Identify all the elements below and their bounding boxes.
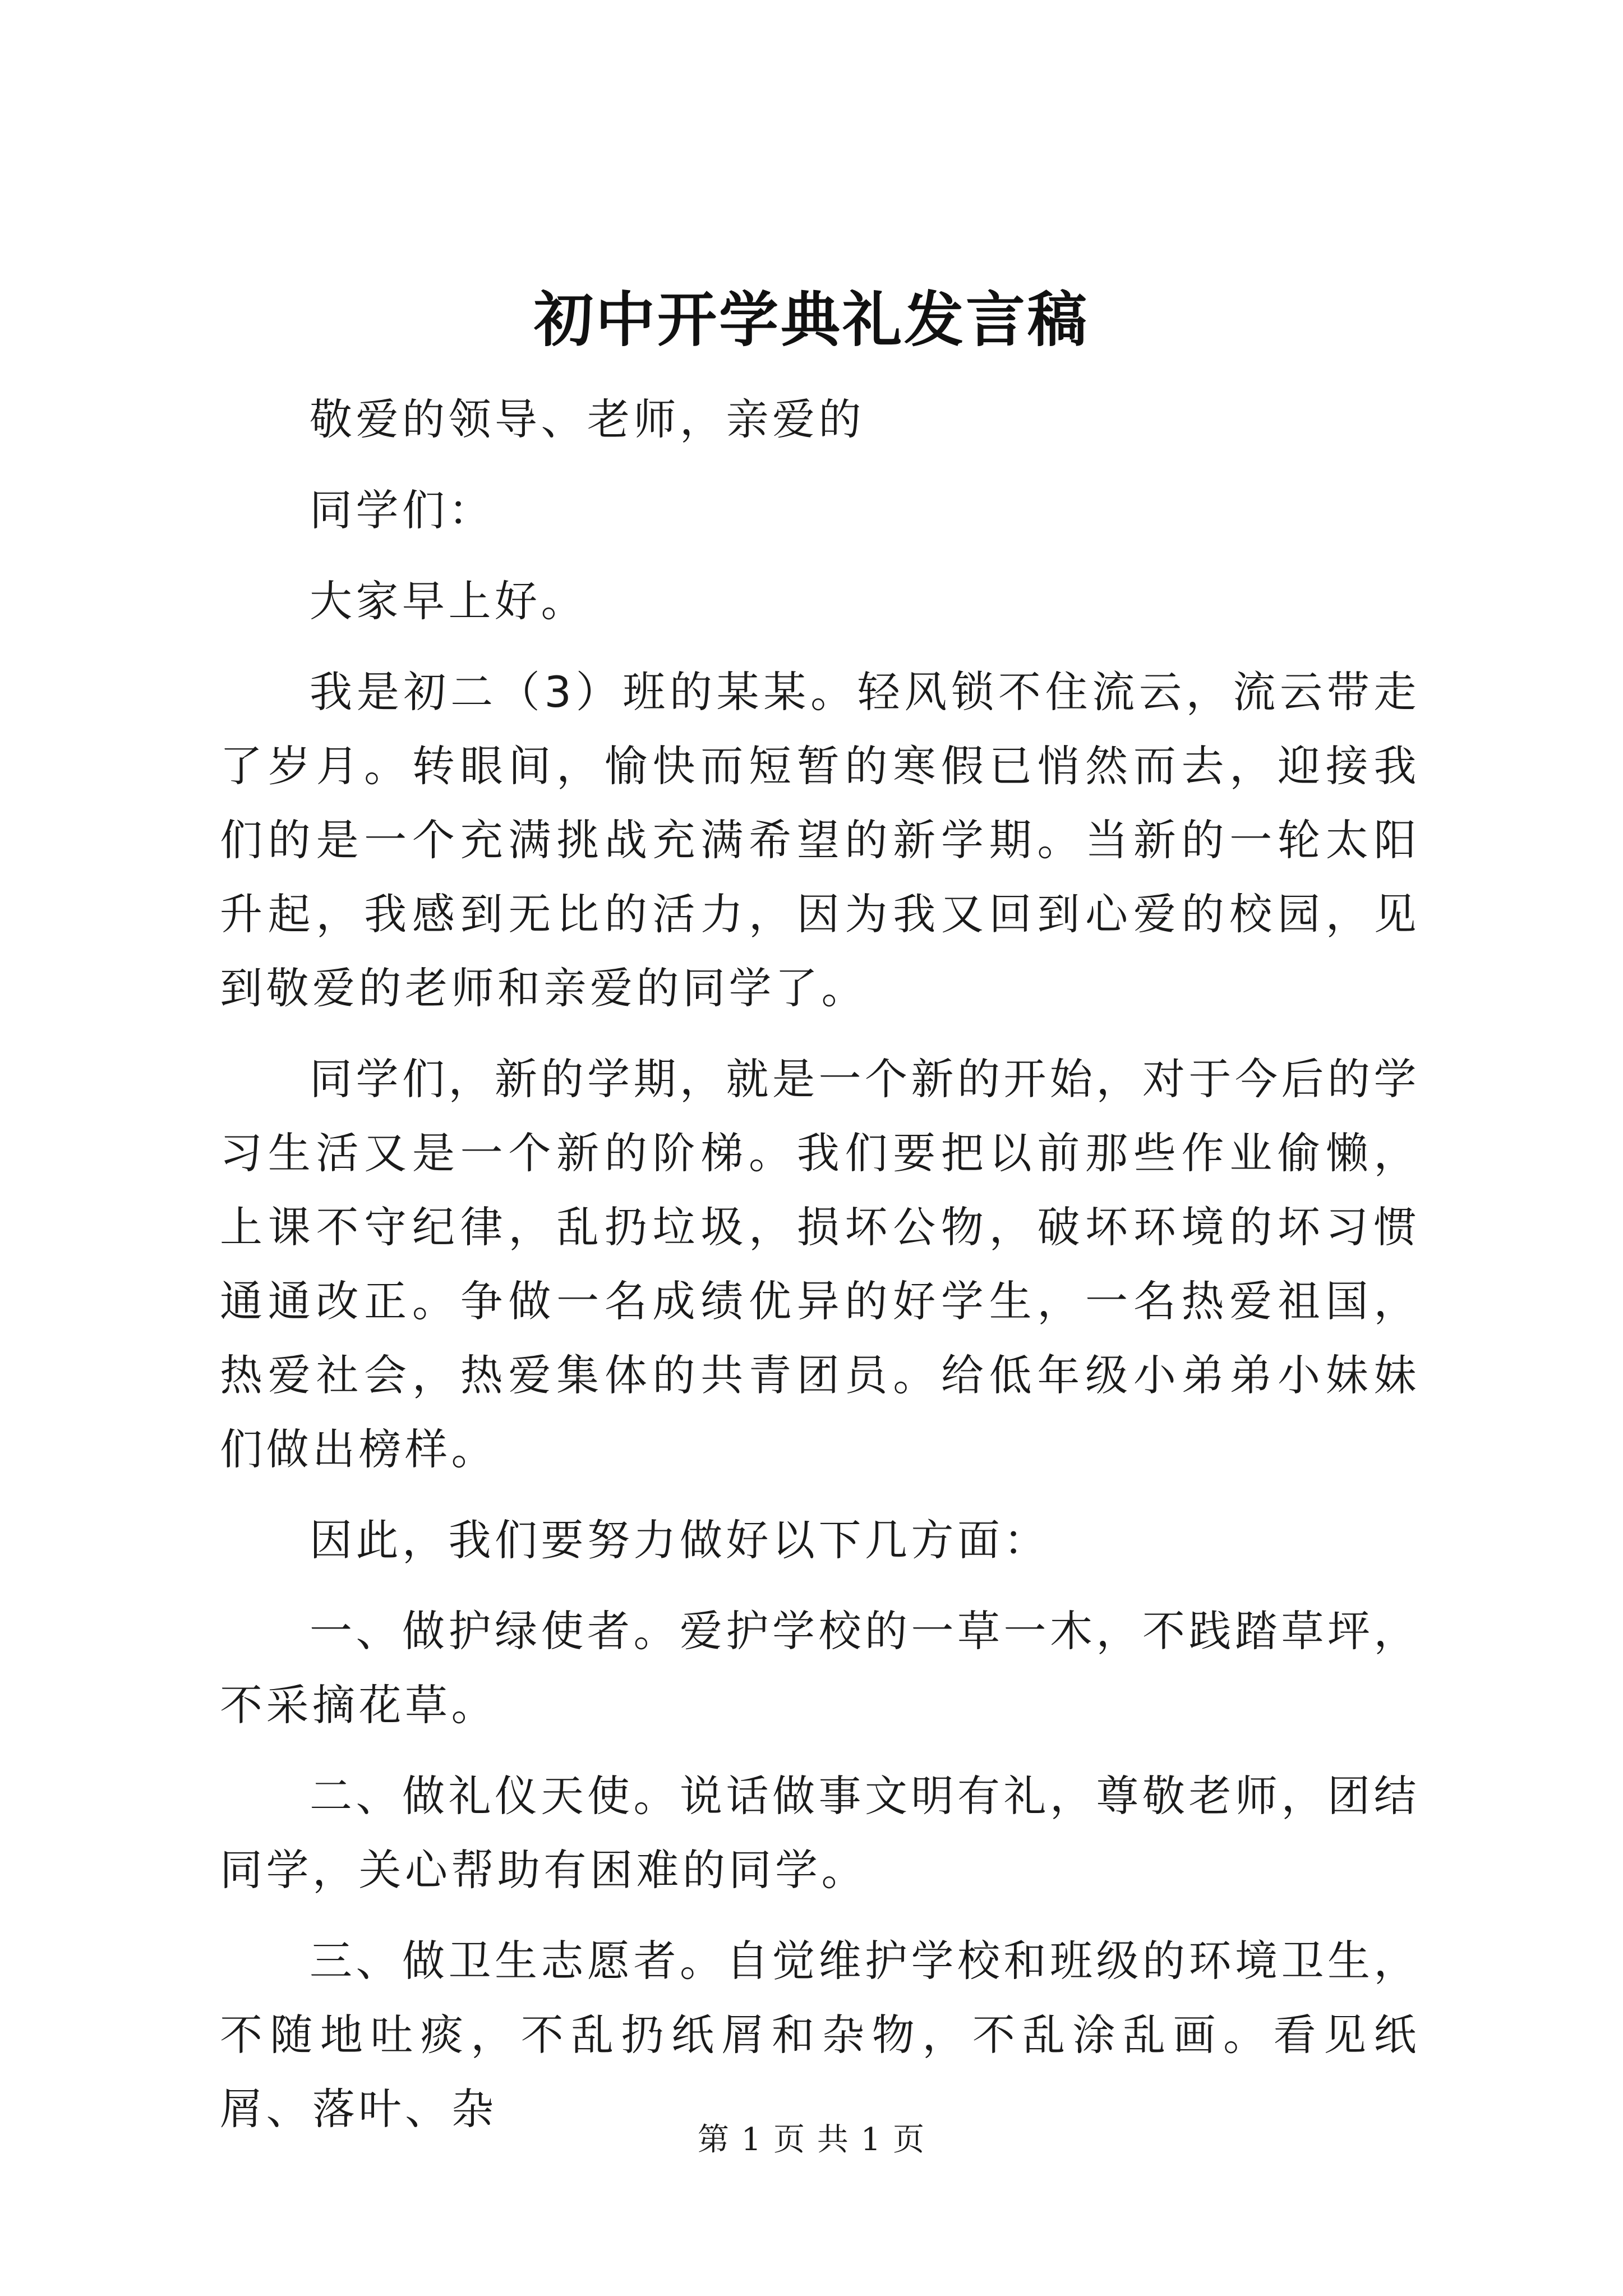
paragraph-point-two: 二、做礼仪天使。说话做事文明有礼，尊敬老师，团结同学，关心帮助有困难的同学。 [220, 1771, 1420, 1895]
paragraph-intro: 我是初二（3）班的某某。轻风锁不住流云，流云带走了岁月。转眼间，愉快而短暂的寒假已悄然而去，迎接我们的是一个充满挑战充满希望的新学期。当新的一轮太阳升起，我感到无比的活力，因为我又回到心爱的校园，见到敬爱的老师和亲爱的同学了。 [220, 667, 1420, 1013]
paragraph-greeting: 大家早上好。 [310, 576, 587, 626]
paragraph-salutation-cont: 同学们： [310, 485, 495, 535]
paragraph-aspects-lead: 因此，我们要努力做好以下几方面： [310, 1515, 1050, 1565]
paragraph-new-semester: 同学们，新的学期，就是一个新的开始，对于今后的学习生活又是一个新的阶梯。我们要把以前那些作业偷懒，上课不守纪律，乱扔垃圾，损坏公物，破坏环境的坏习惯通通改正。争做一名成绩优异的好学生，一名热爱祖国，热爱社会，热爱集体的共青团员。给低年级小弟弟小妹妹们做出榜样。 [220, 1054, 1420, 1474]
page-footer: 第 1 页 共 1 页 [697, 2122, 926, 2158]
paragraph-point-three: 三、做卫生志愿者。自觉维护学校和班级的环境卫生，不随地吐痰，不乱扔纸屑和杂物，不乱涂乱画。看见纸屑、落叶、杂 [220, 1936, 1420, 2134]
paragraph-point-one: 一、做护绿使者。爱护学校的一草一木，不践踏草坪，不采摘花草。 [220, 1606, 1420, 1730]
paragraph-salutation: 敬爱的领导、老师，亲爱的 [310, 394, 865, 444]
document-body [220, 383, 1420, 2163]
document-title: 初中开学典礼发言稿 [534, 284, 1089, 355]
